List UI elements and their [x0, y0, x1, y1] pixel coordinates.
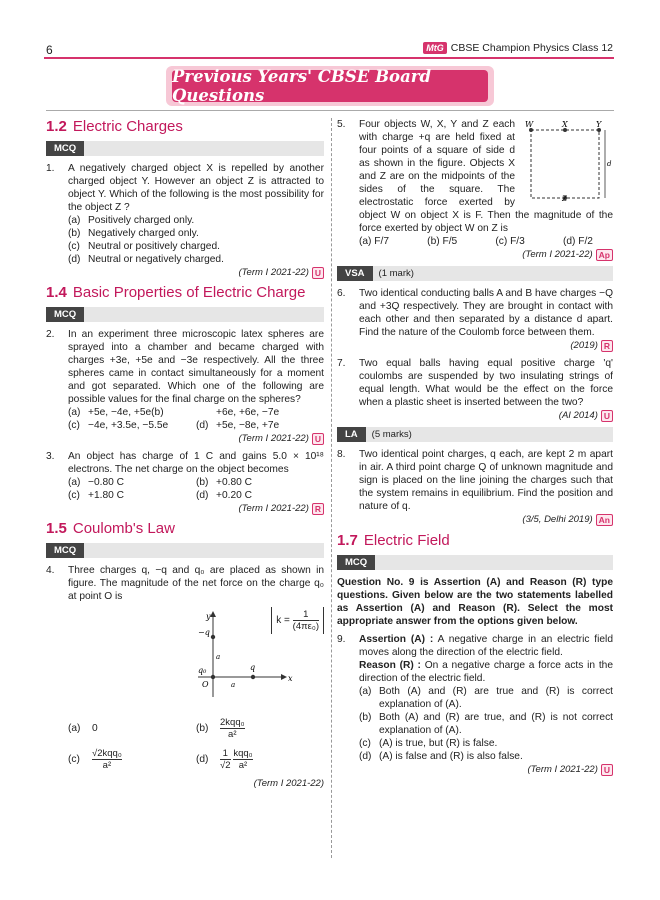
column-divider [331, 118, 332, 858]
option: (a) Positively charged only. [68, 215, 195, 226]
option: (c) Neutral or positively charged. [68, 241, 220, 252]
option: (a) Both (A) and (R) are true and (R) is correct explanation of (A). [359, 686, 613, 710]
section-heading: 1.5 Coulomb's Law [46, 520, 175, 537]
mcq-bar: MCQ [46, 307, 324, 322]
svg-text:a: a [231, 681, 236, 689]
difficulty-badge: R [601, 340, 613, 352]
question-reference: (Term I 2021-22) Ap [359, 248, 613, 261]
difficulty-badge: U [601, 764, 613, 776]
svg-text:O: O [202, 680, 209, 689]
page-number: 6 [46, 43, 53, 57]
svg-text:x: x [288, 674, 293, 683]
banner-rule [46, 110, 614, 111]
option: (d) (A) is false and (R) is also false. [359, 751, 523, 762]
option: (b) Both (A) and (R) are true, and (R) is not correct explanation of (A). [359, 712, 613, 736]
question-9: 9. Assertion (A) : A negative charge in an electric field moves along the direction of the electric field. Reason (R) : On a negative charge a force acts in the direction of the electric field. (a) Both (A) and (R) are true and (R) is correct explanation of (A). (b) Both (A) and (R) are true, and (R) is not correct explanation of (A). (c) (A) is true, but (R) is false. (d) (A) is false and (R) is also false. (Term I 2021-22) U [337, 634, 613, 775]
svg-text:a: a [216, 653, 221, 661]
question-reference: (3/5, Delhi 2019) An [359, 513, 613, 526]
mcq-bar: MCQ [46, 543, 324, 558]
options-grid: (a) −0.80 C (b) +0.80 C (c) +1.80 C (d) +0.20 C [68, 477, 252, 501]
left-column [46, 118, 324, 795]
difficulty-badge: U [312, 267, 324, 279]
question-reference: (Term I 2021-22) U [68, 432, 324, 445]
k-equation: k = $\frac{1}{\text{(4πε₀)}}$ [271, 607, 324, 634]
section-heading: 1.4 Basic Properties of Electric Charge [46, 284, 306, 301]
option: (c) (A) is true, but (R) is false. [359, 738, 498, 749]
question-2: 2. In an experiment three microscopic latex spheres are sprayed into a chamber and became charged with charges +3e, +5e and −3e respectively. All the three spheres came in contact simultaneously for a moment and got separated. Which one of the following are possible values for the final charge on the spheres? (a) +5e, −4e, +5e(b) +6e, +6e, −7e (c) −4e, +3.5e, −5.5e (d) +5e, −8e, +7e (Term I 2021-22) U [46, 329, 324, 444]
section-heading: 1.2 Electric Charges [46, 118, 183, 135]
difficulty-badge: An [596, 514, 613, 526]
question-reference: (Term I 2021-22) R [68, 502, 324, 515]
question-reference: (2019) R [359, 339, 613, 352]
options-grid: (a) +5e, −4e, +5e(b) +6e, +6e, −7e (c) −4e, +3.5e, −5.5e (d) +5e, −8e, +7e [68, 407, 280, 431]
book-title: CBSE Champion Physics Class 12 [450, 42, 613, 54]
svg-text:W: W [525, 120, 534, 129]
question-text: Two identical point charges, q each, are kept 2 m apart in air. A third point charge Q of unknown magnitude and sign is placed on the line joining the charges such that the system remains in equilibrium. Find the position and nature of q. [359, 449, 613, 512]
question-text: A negatively charged object X is repelled by another charged object Y. However an object Z is attracted to object Y. Which of the following is the most possibility for the object Z ? [68, 163, 324, 213]
question-6: 6. Two identical conducting balls A and B have charges −Q and +3Q respectively. They are brought in contact with each other and then separated by a distance d apart. Find the nature of the Coulomb force between them. (2019) R [337, 288, 613, 351]
question-reference: (Term I 2021-22) U [68, 266, 324, 279]
svg-text:q: q [250, 663, 256, 672]
banner-title: Previous Years' CBSE Board Questions [172, 70, 488, 102]
section-banner [166, 66, 494, 106]
difficulty-badge: U [312, 433, 324, 445]
vsa-bar: VSA (1 mark) [337, 266, 613, 281]
difficulty-badge: Ap [596, 249, 613, 261]
difficulty-badge: R [312, 503, 324, 515]
charge-diagram [158, 607, 298, 707]
mcq-bar: MCQ [337, 555, 613, 570]
question-8: 8. Two identical point charges, q each, are kept 2 m apart in air. A third point charge Q of unknown magnitude and sign is placed on the line joining the charges such that the system remains in equilibrium. Find the position and nature of q. (3/5, Delhi 2019) An [337, 449, 613, 525]
question-5: 5. W X Y Z d Four objects W, X, Y and Z each with charge +q are held fixed at four points of a square of side d as shown in the figure. Objects X and Z are on the midpoints of the sides of the square. The electrostatic force exerted by object W on object X is F. Then the magnitude of the force exerted by object W on Z is (a) F/7 (b) F/5 (c) F/3 (d) F/2 (Term I 2021-22) Ap [337, 119, 613, 260]
question-reference: (Term I 2021-22) [253, 778, 324, 789]
svg-text:y: y [206, 612, 211, 621]
question-text: Two equal balls having equal positive charge 'q' coulombs are suspended by two insulating strings of equal length. What would be the effect on the force when a plastic sheet is inserted between the two? [359, 358, 613, 408]
question-text: Four objects W, X, Y and Z each with charge +q are held fixed at four points of a square of side d as shown in the figure. Objects X and Z are on the midpoints of the sides of the square. The electrostatic force exerted by object W on object X is F. Then the magnitude of the force exerted by object W on Z is [359, 119, 613, 234]
mcq-bar: MCQ [46, 141, 324, 156]
options-row: (a) F/7 (b) F/5 (c) F/3 (d) F/2 [359, 236, 593, 247]
question-text: In an experiment three microscopic latex spheres are sprayed into a chamber and became charged with charges +3e, +5e and −3e respectively. All the three spheres came in contact simultaneously for a moment and got separated. Which one of the following are possible values for the final charge on the spheres? [68, 329, 324, 405]
question-text: Three charges q, −q and q₀ are placed as shown in figure. The magnitude of the net force on the charge q₀ at point O is [68, 565, 324, 602]
header-rule [44, 57, 614, 59]
charge-figure [68, 603, 324, 713]
square-figure [521, 118, 613, 202]
svg-text:Z: Z [562, 195, 567, 202]
question-reference: (Term I 2021-22) U [359, 763, 613, 776]
question-1: 1. A negatively charged object X is repelled by another charged object Y. However an object Z is attracted to object Y. Which of the following is the most possibility for the object Z ? (a) Positively charged only. (b) Negatively charged only. (c) Neutral or positively charged. (d) Neutral or negatively charged. (Term I 2021-22) U [46, 163, 324, 278]
svg-text:d: d [607, 160, 612, 168]
svg-text:q₀: q₀ [198, 666, 207, 675]
question-4: 4. Three charges q, −q and q₀ are placed as shown in figure. The magnitude of the net force on the charge q₀ at point O is k = $\frac{1}{\text{(4πε₀)}}$ y x −q q₀ q a a O (a) 0 (b) $\frac{\text{2kqq₀}}{\text{a²}}$ (c) $\frac{\text{√2kqq₀}}{\text{a²}}$ (d) $\frac{1}{√2}$ $\frac{\text{kqq₀}}{\text{a²}}$ (Term I 2021-22) [46, 565, 324, 789]
svg-text:X: X [562, 120, 568, 129]
mtg-logo: MtG [423, 42, 447, 54]
question-3: 3. An object has charge of 1 C and gains 5.0 × 10¹⁸ electrons. The net charge on the object becomes (a) −0.80 C (b) +0.80 C (c) +1.80 C (d) +0.20 C (Term I 2021-22) R [46, 451, 324, 514]
svg-text:−q: −q [198, 628, 210, 637]
option: (b) Negatively charged only. [68, 228, 199, 239]
difficulty-badge: U [601, 410, 613, 422]
option: (d) Neutral or negatively charged. [68, 254, 224, 265]
right-column [337, 118, 613, 781]
question-text: An object has charge of 1 C and gains 5.0 × 10¹⁸ electrons. The net charge on the object becomes [68, 451, 324, 475]
assertion-reason-instructions: Question No. 9 is Assertion (A) and Reason (R) type questions. Given below are the two statements labelled as Assertion (A) and Reason (R). Select the most appropriate answer from the options given below. [337, 577, 613, 627]
question-reference: (AI 2014) U [359, 409, 613, 422]
book-header [423, 42, 613, 54]
svg-text:Y: Y [596, 120, 602, 129]
question-7: 7. Two equal balls having equal positive charge 'q' coulombs are suspended by two insulating strings of equal length. What would be the effect on the force when a plastic sheet is inserted between the two? (AI 2014) U [337, 358, 613, 421]
question-text: Two identical conducting balls A and B have charges −Q and +3Q respectively. They are brought in contact with each other and then separated by a distance d apart. Find the nature of the Coulomb force between them. [359, 288, 613, 338]
section-heading: 1.7 Electric Field [337, 532, 450, 549]
la-bar: LA (5 marks) [337, 427, 613, 442]
options-grid: (a) 0 (b) $\frac{\text{2kqq₀}}{\text{a²}}$ (c) $\frac{\text{√2kqq₀}}{\text{a²}}$ (d) $\frac{1}{√2}$ $\frac{\text{kqq₀}}{\text{a²}}$ [68, 717, 253, 771]
